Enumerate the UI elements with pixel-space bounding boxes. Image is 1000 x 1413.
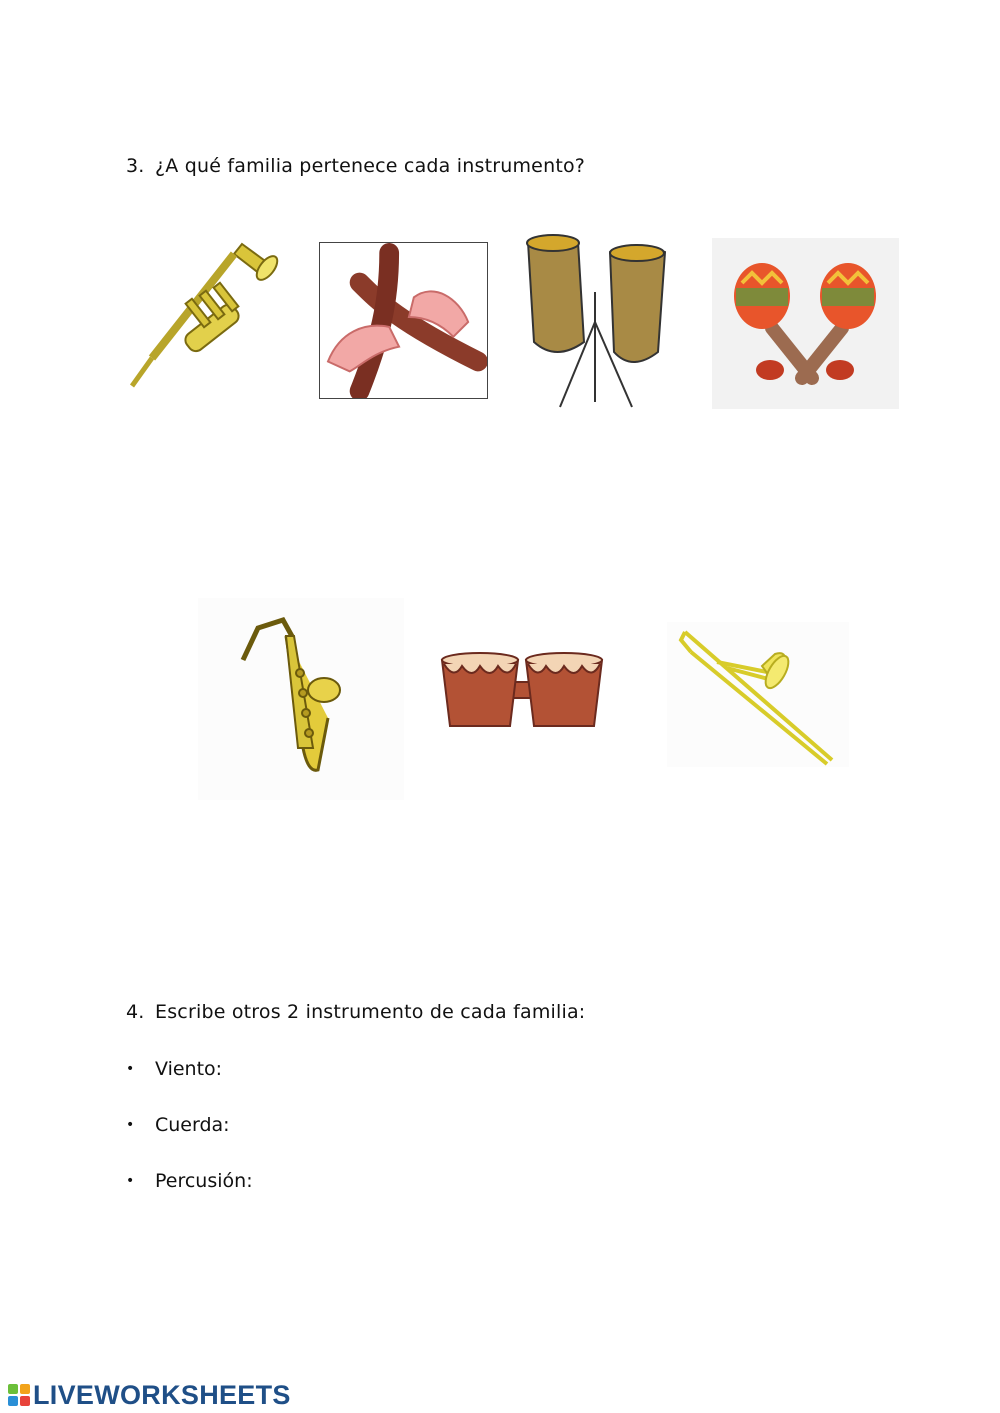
question-3 [126, 155, 585, 177]
maracas-image [712, 238, 899, 409]
bullet-icon: • [126, 1061, 135, 1077]
bongos-icon [438, 650, 606, 732]
saxophone-image [198, 598, 404, 800]
trombone-image [667, 622, 849, 767]
claves-icon [320, 243, 487, 398]
list-item-label: Percusión: [155, 1170, 253, 1192]
trumpet-icon [122, 238, 280, 396]
question-text: Escribe otros 2 instrumento de cada familia: [155, 1001, 586, 1023]
question-text: ¿A qué familia pertenece cada instrumento? [155, 155, 586, 177]
trombone-icon [667, 622, 849, 767]
maracas-icon [712, 238, 899, 409]
claves-image [319, 242, 488, 399]
bullet-icon: • [126, 1117, 135, 1133]
list-item-percusion [126, 1170, 253, 1192]
liveworksheets-logo-icon [8, 1384, 30, 1406]
congas-image [520, 232, 673, 412]
list-item-label: Cuerda: [155, 1114, 230, 1136]
saxophone-icon [198, 598, 404, 800]
brand-name: LIVEWORKSHEETS [33, 1379, 291, 1410]
question-number: 4. [126, 1001, 145, 1023]
list-item-viento [126, 1058, 222, 1080]
footer-logo[interactable] [8, 1380, 291, 1410]
bullet-icon: • [126, 1173, 135, 1189]
list-item-label: Viento: [155, 1058, 223, 1080]
congas-icon [520, 232, 673, 412]
bongos-image [438, 650, 606, 732]
list-item-cuerda [126, 1114, 230, 1136]
question-4 [126, 1001, 585, 1023]
trumpet-image [122, 238, 280, 396]
question-number: 3. [126, 155, 145, 177]
